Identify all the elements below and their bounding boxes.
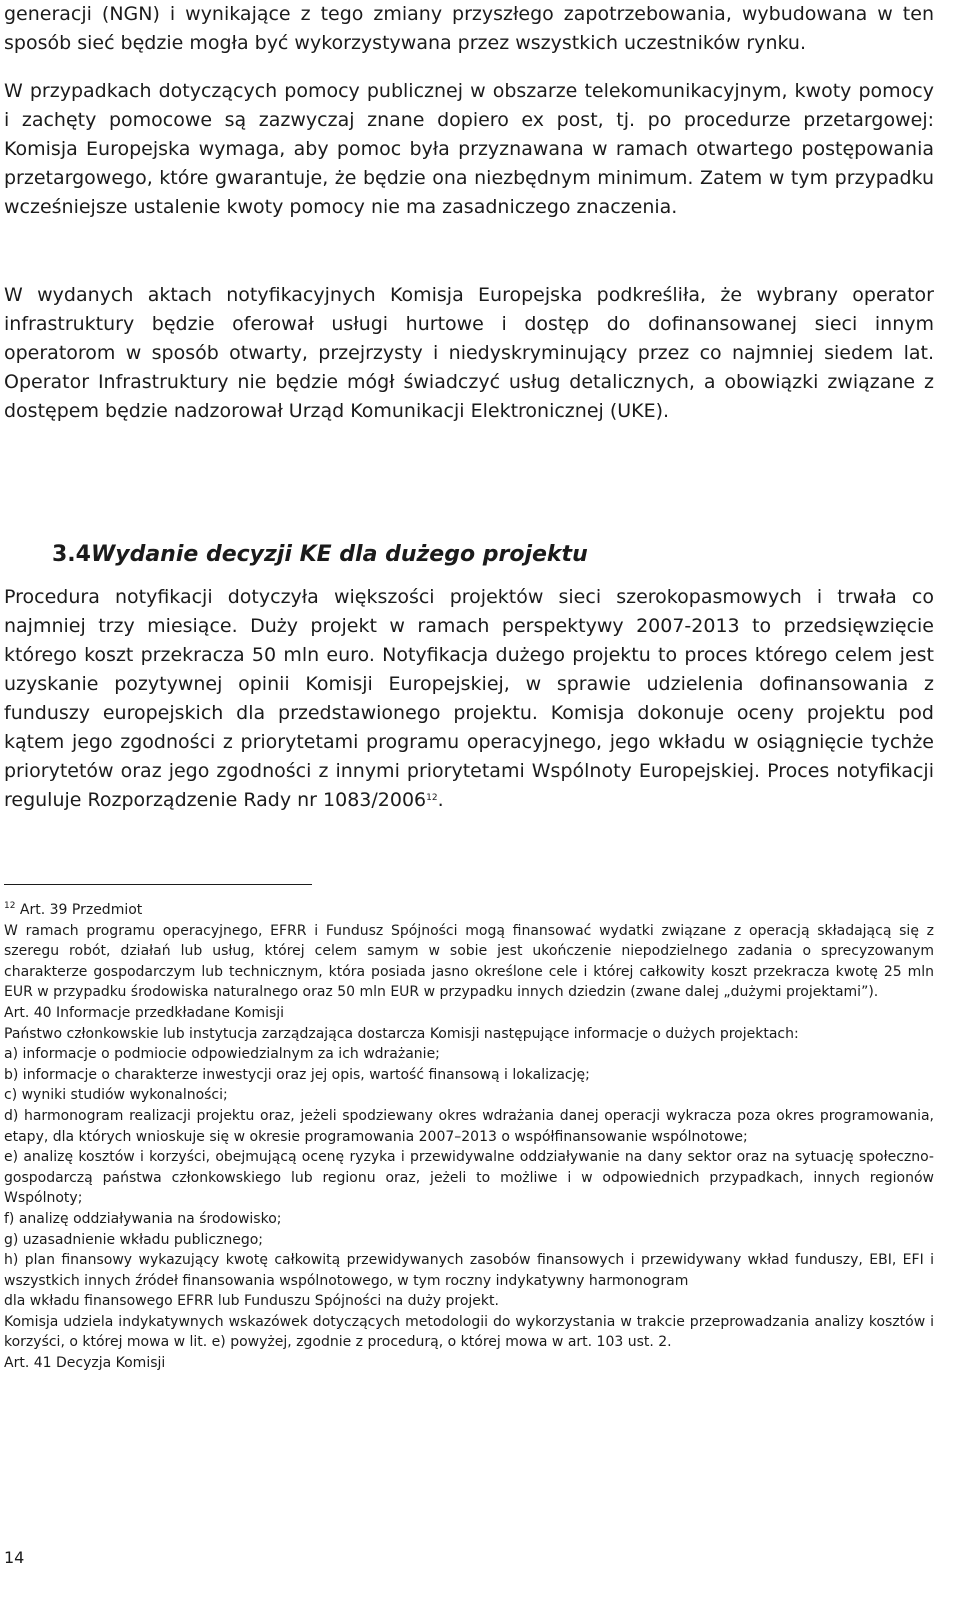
footnote-line: f) analizę oddziaływania na środowisko; [4,1210,282,1227]
paragraph-text: Procedura notyfikacji dotyczyła większości projektów sieci szerokopasmowych i trwała co najmniej trzy miesiące. Duży projekt w ramach perspektywy 2007-2013 to przedsięwzięcie którego koszt przekracza 50 mln euro. Notyfikacja dużego projektu to proces którego celem jest uzyskanie pozytywnej opinii Komisji Europejskiej, w sprawie udzielenia dofinansowania z funduszy europejskich dla przedstawionego projektu. Komisja dokonuje oceny projektu pod kątem jego zgodności z priorytetami programu operacyjnego, jego wkładu w osiągnięcie tychże priorytetów oraz jego zgodności z innymi priorytetami Wspólnoty Europejskiej. Proces notyfikacji reguluje Rozporządzenie Rady nr 1083/2006 [4,586,934,811]
paragraph-major-project-notification [4,583,934,815]
footnote-line: W ramach programu operacyjnego, EFRR i Fundusz Spójności mogą finansować wydatki związane z operacją składającą się z szeregu robót, działań lub usług, której celem samym w sobie jest ukończenie niepodzielnego zadania o sprecyzowanym charakterze gospodarczym lub technicznym, która posiada jasno określone cele i której całkowity koszt przekracza kwotę 25 mln EUR w przypadku środowiska naturalnego oraz 50 mln EUR w przypadku innych dziedzin (zwane dalej „dużymi projektami”). [4,922,934,1001]
footnote-line: dla wkładu finansowego EFRR lub Funduszu Spójności na duży projekt. [4,1293,499,1310]
section-heading [52,540,588,570]
footnote-line: d) harmonogram realizacji projektu oraz, jeżeli spodziewany okres wdrażania danej operacji wykracza poza okres programowania, etapy, dla których wnioskuje się w okresie programowania 2007–2013 o współfinansowanie wspólnotowe; [4,1107,934,1145]
footnote-line: $^{12}$ Art. 39 Przedmiot [4,901,143,918]
footnote-reference[interactable]: 12 [426,793,438,803]
footnote-marker: 12 [4,901,16,911]
paragraph-end: . [437,789,444,811]
section-number: 3.4 [52,542,91,567]
paragraph-notification-acts: W wydanych aktach notyfikacyjnych Komisja Europejska podkreśliła, że wybrany operator infrastruktury będzie oferował usługi hurtowe i dostęp do dofinansowanej sieci innym operatorom w sposób otwarty, przejrzysty i niedyskryminujący przez co najmniej siedem lat. Operator Infrastruktury nie będzie mógł świadczyć usług detalicznych, a obowiązki związane z dostępem będzie nadzorował Urząd Komunikacji Elektronicznej (UKE). [4,284,934,422]
footnote-line: Państwo członkowskie lub instytucja zarządzająca dostarcza Komisji następujące informacje o dużych projektach: [4,1025,799,1042]
footnote-line: a) informacje o podmiocie odpowiedzialnym za ich wdrażanie; [4,1046,440,1063]
footnote-line: Komisja udziela indykatywnych wskazówek dotyczących metodologii do wykorzystania w trakcie przeprowadzania analizy kosztów i korzyści, o której mowa w lit. e) powyżej, zgodnie z procedurą, o której mowa w art. 103 ust. 2. [4,1313,934,1351]
paragraph-ngn-network: generacji (NGN) i wynikające z tego zmiany przyszłego zapotrzebowania, wybudowana w ten sposób sieć będzie mogła być wykorzystywana przez wszystkich uczestników rynku. [4,3,934,54]
page-number: 14 [4,1548,25,1567]
footnote-block [4,900,934,1374]
footnote-separator [4,884,312,885]
footnote-line: c) wyniki studiów wykonalności; [4,1087,228,1104]
section-title: Wydanie decyzji KE dla dużego projektu [90,542,588,567]
footnote-line: Art. 40 Informacje przedkładane Komisji [4,1004,285,1021]
footnote-line: Art. 41 Decyzja Komisji [4,1355,166,1372]
footnote-line: h) plan finansowy wykazujący kwotę całkowitą przewidywanych zasobów finansowych i przewidywany wkład funduszy, EBI, EFI i wszystkich innych źródeł finansowania wspólnotowego, w tym roczny indykatywny harmonogram [4,1252,934,1289]
footnote-line: g) uzasadnienie wkładu publicznego; [4,1231,264,1248]
paragraph-state-aid-amounts: W przypadkach dotyczących pomocy publicznej w obszarze telekomunikacyjnym, kwoty pomocy i zachęty pomocowe są zazwyczaj znane dopiero ex post, tj. po procedurze przetargowej: Komisja Europejska wymaga, aby pomoc była przyznawana w ramach otwartego postępowania przetargowego, które gwarantuje, że będzie ona niezbędnym minimum. Zatem w tym przypadku wcześniejsze ustalenie kwoty pomocy nie ma zasadniczego znaczenia. [4,80,934,218]
footnote-line: b) informacje o charakterze inwestycji oraz jej opis, wartość finansową i lokalizację; [4,1066,590,1083]
footnote-line: e) analizę kosztów i korzyści, obejmującą ocenę ryzyka i przewidywalne oddziaływanie na dany sektor oraz na sytuację społeczno-gospodarczą państwa członkowskiego lub regionu oraz, jeżeli to możliwe i w odpowiednich przypadkach, innych regionów Wspólnoty; [4,1149,934,1207]
